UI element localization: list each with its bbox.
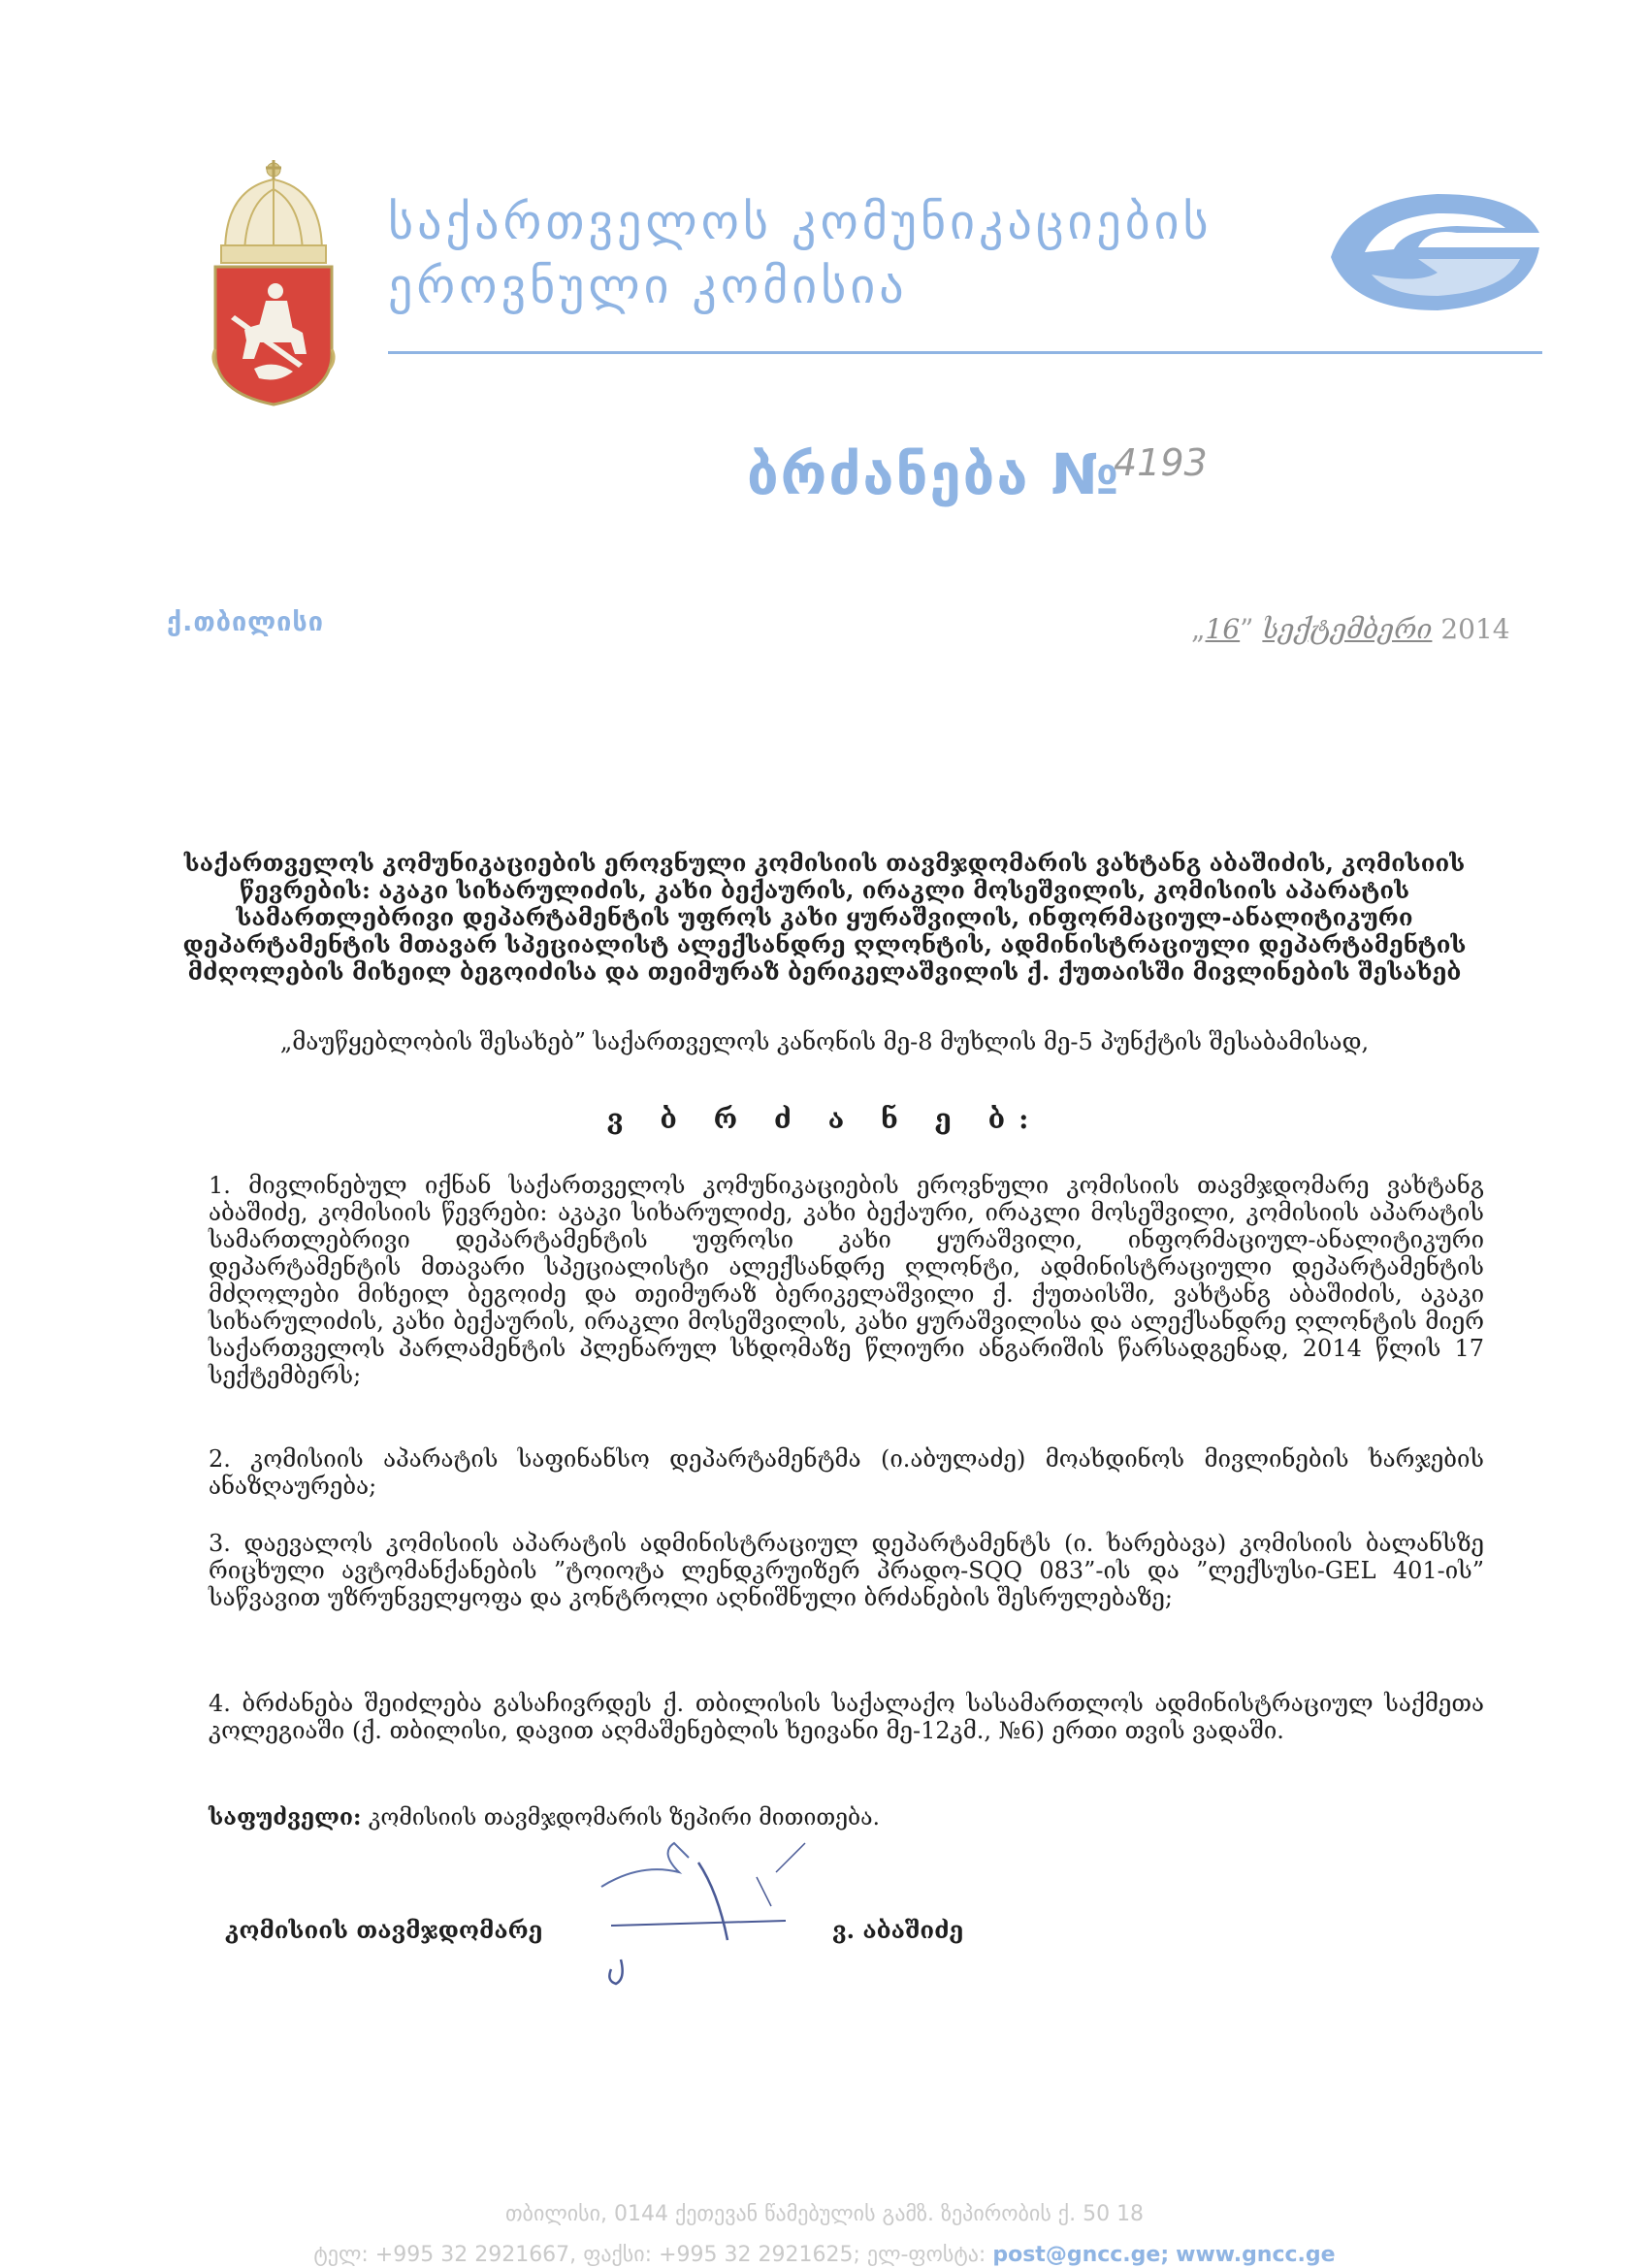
document-date: „16” სექტემბერი 2014 (1191, 613, 1510, 645)
order-item-3: 3. დაევალოს კომისიის აპარატის ადმინისტრაციულ დეპარტამენტს (ი. ხარებავა) კომისიის ბალანსზე რიცხული ავტომანქანების ”ტოიოტა ლენდკრუიზერ პრადო-SQQ 083”-ის და ”ლექსუსი-GEL 401-ის” საწვავით უზრუნველყოფა და კონტროლი აღნიშნული ბრძანების შესრულებაზე; (209, 1530, 1484, 1611)
order-item-4: 4. ბრძანება შეიძლება გასაჩივრდეს ქ. თბილისის საქალაქო სასამართლოს ადმინისტრაციულ საქმეთა კოლეგიაში (ქ. თბილისი, დავით აღმაშენებლის ხეივანი მე-12კმ., №6) ერთი თვის ვადაში. (209, 1690, 1484, 1744)
date-month: სექტემბერი (1262, 613, 1433, 645)
place-label: ქ.თბილისი (167, 607, 324, 637)
order-item-1: 1. მივლინებულ იქნან საქართველოს კომუნიკაციების ეროვნული კომისიის თავმჯდომარე ვახტანგ აბაშიძე, კომისიის წევრები: აკაკი სიხარულიძე, კახი ბექაური, ირაკლი მოსეშვილი, კომისიის აპარატის სამართლებრივი დეპარტამენტის უფროსი კახი ყურაშვილი, ინფორმაციულ-ანალიტიკური დეპარტამენტის მთავარი სპეციალისტი ალექსანდრე ღლონტი, ადმინისტრაციული დეპარტამენტის მძღოლები მიხეილ ბეგოიძე და თეიმურაზ ბერიკელაშვილი ქ. ქუთაისში, ვახტანგ აბაშიძის, აკაკი სიხარულიძის, კახი ბექაურის, ირაკლი მოსეშვილის, კახი ყურაშვილისა და ალექსანდრე ღლონტის მიერ საქართველოს პარლამენტის პლენარულ სხდომაზე წლიური ანგარიშის წარსადგენად, 2014 წლის 17 სექტემბერს; (209, 1172, 1484, 1389)
signatory-name: ვ. აბაშიძე (832, 1916, 964, 1944)
org-name-line1: საქართველოს კომუნიკაციების (388, 194, 1212, 250)
order-number: 4193 (1114, 441, 1208, 484)
footer-email-label: ელ-ფოსტა: (866, 2243, 986, 2267)
georgia-coat-of-arms-icon (206, 160, 341, 407)
gncc-logo-icon (1311, 189, 1544, 315)
footer-website[interactable]: www.gncc.ge (1176, 2243, 1336, 2267)
org-name-line2: ეროვნული კომისია (388, 258, 908, 314)
order-item-2: 2. კომისიის აპარატის საფინანსო დეპარტამენტმა (ი.აბულაძე) მოახდინოს მივლინების ხარჯების ანაზღაურება; (209, 1445, 1484, 1500)
letterhead-divider (388, 351, 1542, 354)
footer-contacts (0, 2243, 1649, 2267)
footer-phone: ტელ: +995 32 2921667, (313, 2243, 577, 2267)
footer-fax: ფაქსი: +995 32 2921625; (583, 2243, 860, 2267)
footer-email[interactable]: post@gncc.ge; (992, 2243, 1170, 2267)
date-day: 16 (1205, 613, 1241, 645)
date-year: 2014 (1440, 613, 1510, 645)
legal-basis: „მაუწყებლობის შესახებ” საქართველოს კანონის მე-8 მუხლის მე-5 პუნქტის შესაბამისად, (279, 1028, 1370, 1055)
order-subject: საქართველოს კომუნიკაციების ეროვნული კომისიის თავმჯდომარის ვახტანგ აბაშიძის, კომისიის წევრების: აკაკი სიხარულიძის, კახი ბექაურის, ირაკლი მოსეშვილის, კომისიის აპარატის სამართლებრივი დეპარტამენტის უფროს კახი ყურაშვილის, ინფორმაციულ-ანალიტიკური დეპარტამენტის მთავარ სპეციალისტ ალექსანდრე ღლონტის, ადმინისტრაციული დეპარტამენტის მძღოლების მიხეილ ბეგოიძისა და თეიმურაზ ბერიკელაშვილის ქ. ქუთაისში მივლინების შესახებ (182, 849, 1467, 986)
footer-address: თბილისი, 0144 ქეთევან წამებულის გამზ. ზეპირობის ქ. 50 18 (504, 2202, 1145, 2226)
order-title: ბრძანება № (747, 441, 1121, 507)
basis-label: საფუძველი: (209, 1804, 362, 1831)
order-heading: ვ ბ რ ძ ა ნ ე ბ: (606, 1103, 1043, 1135)
basis-text: კომისიის თავმჯდომარის ზეპირი მითითება. (368, 1805, 880, 1831)
handwritten-signature (582, 1833, 989, 1989)
basis-line (209, 1804, 880, 1831)
signatory-title: კომისიის თავმჯდომარე (225, 1916, 543, 1944)
